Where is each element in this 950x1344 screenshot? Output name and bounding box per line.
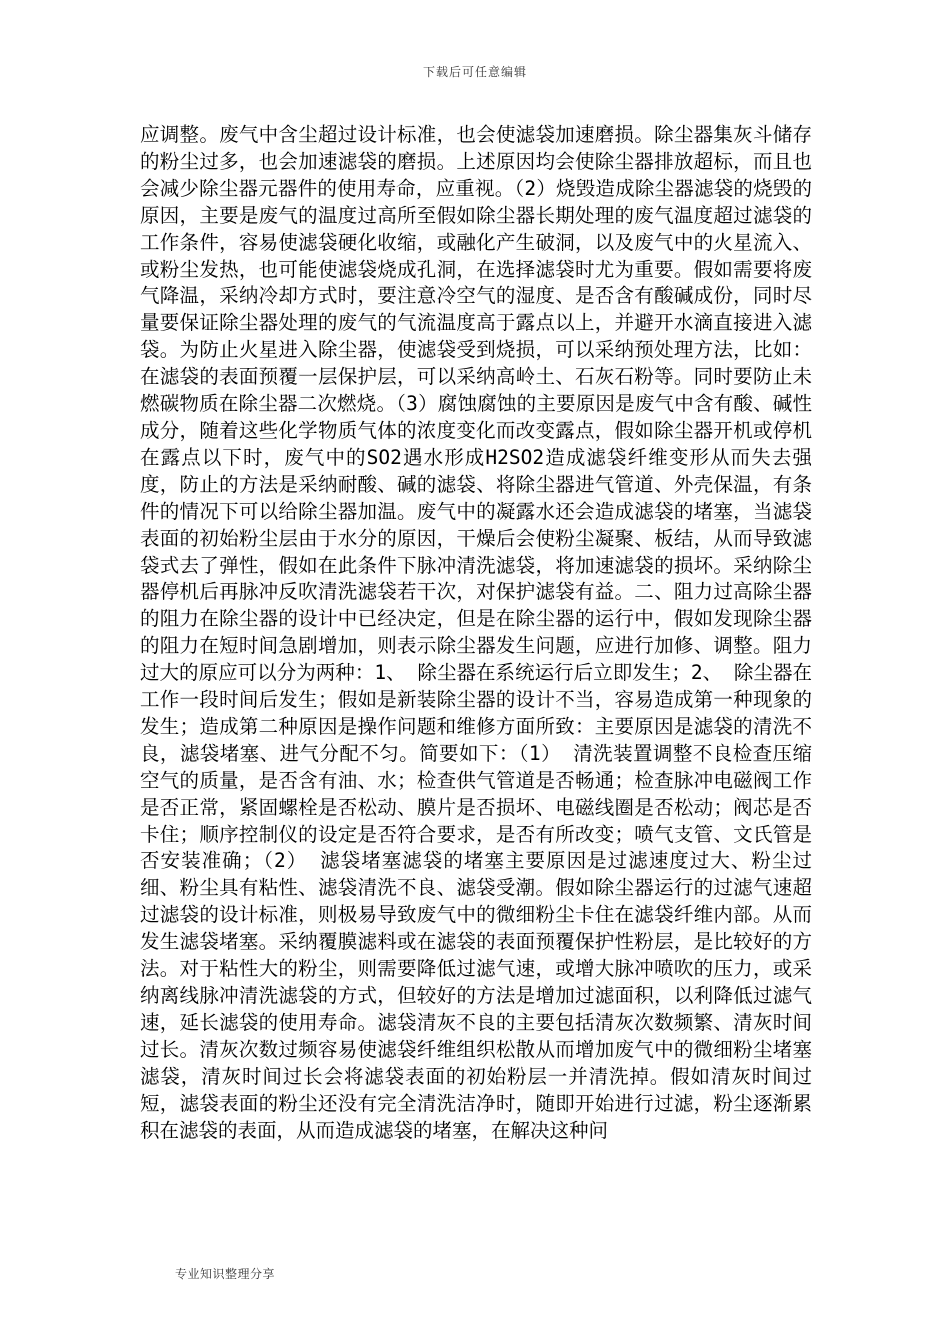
page-footer: 专业知识整理分享: [175, 1267, 276, 1281]
body-paragraph: 应调整。废气中含尘超过设计标准，也会使滤袋加速磨损。除尘器集灰斗储存的粉尘过多，也会加速滤袋的磨损。上述原因均会使除尘器排放超标，而且也会减少除尘器元器件的使用寿命，应重视。（2）烧毁造成除尘器滤袋的烧毁的原因，主要是废气的温度过高所至假如除尘器长期处理的废气温度超过滤袋的工作条件，容易使滤袋硬化收缩，或融化产生破洞，以及废气中的火星流入、或粉尘发热，也可能使滤袋烧成孔洞，在选择滤袋时尤为重要。假如需要将废气降温，采纳冷却方式时，要注意冷空气的湿度、是否含有酸碱成份，同时尽量要保证除尘器处理的废气的气流温度高于露点以上，并避开水滴直接进入滤袋。为防止火星进入除尘器，使滤袋受到烧损，可以采纳预处理方法，比如：在滤袋的表面预覆一层保护层，可以采纳高岭土、石灰石粉等。同时要防止未燃碳物质在除尘器二次燃烧。（3）腐蚀腐蚀的主要原因是废气中含有酸、碱性成分，随着这些化学物质气体的浓度变化而改变露点，假如除尘器开机或停机在露点以下时，废气中的SO2遇水形成H2SO2造成滤袋纤维变形从而失去强度，防止的方法是采纳耐酸、碱的滤袋、将除尘器进气管道、外壳保温，有条件的情况下可以给除尘器加温。废气中的凝露水还会造成滤袋的堵塞，当滤袋表面的初始粉尘层由于水分的原因，干燥后会使粉尘凝聚、板结，从而导致滤袋式去了弹性，假如在此条件下脉冲清洗滤袋，将加速滤袋的损坏。采纳除尘器停机后再脉冲反吹清洗滤袋若干次，对保护滤袋有益。二、阻力过高除尘器的阻力在除尘器的设计中已经决定，但是在除尘器的运行中，假如发现除尘器的阻力在短时间急剧增加，则表示除尘器发生问题，应进行加修、调整。阻力过大的原应可以分为两种：1、 除尘器在系统运行后立即发生；2、 除尘器在工作一段时间后发生；假如是新装除尘器的设计不当，容易造成第一种现象的发生；造成第二种原因是操作问题和维修方面所致：主要原因是滤袋的清洗不良，滤袋堵塞、进气分配不匀。简要如下：（1） 清洗装置调整不良检查压缩空气的质量，是否含有油、水；检查供气管道是否畅通；检查脉冲电磁阀工作是否正常，紧固螺栓是否松动、膜片是否损坏、电磁线圈是否松动；阀芯是否卡住；顺序控制仪的设定是否符合要求，是否有所改变；喷气支管、文氏管是否安装准确；（2） 滤袋堵塞滤袋的堵塞主要原因是过滤速度过大、粉尘过细、粉尘具有粘性、滤袋清洗不良、滤袋受潮。假如除尘器运行的过滤气速超过滤袋的设计标准，则极易导致废气中的微细粉尘卡住在滤袋纤维内部。从而发生滤袋堵塞。采纳覆膜滤料或在滤袋的表面预覆保护性粉层，是比较好的方法。对于粘性大的粉尘，则需要降低过滤气速，或增大脉冲喷吹的压力，或采纳离线脉冲清洗滤袋的方式，但较好的方法是增加过滤面积，以利降低过滤气速，延长滤袋的使用寿命。滤袋清灰不良的主要包括清灰次数频繁、清灰时间过长。清灰次数过频容易使滤袋纤维组织松散从而增加废气中的微细粉尘堵塞滤袋，清灰时间过长会将滤袋表面的初始粉层一并清洗掉。假如清灰时间过短，滤袋表面的粉尘还没有完全清洗洁净时，随即开始进行过滤，粉尘逐渐累积在滤袋的表面，从而造成滤袋的堵塞，在解决这种问: [140, 123, 812, 1142]
page-header: 下载后可任意编辑: [422, 65, 527, 79]
